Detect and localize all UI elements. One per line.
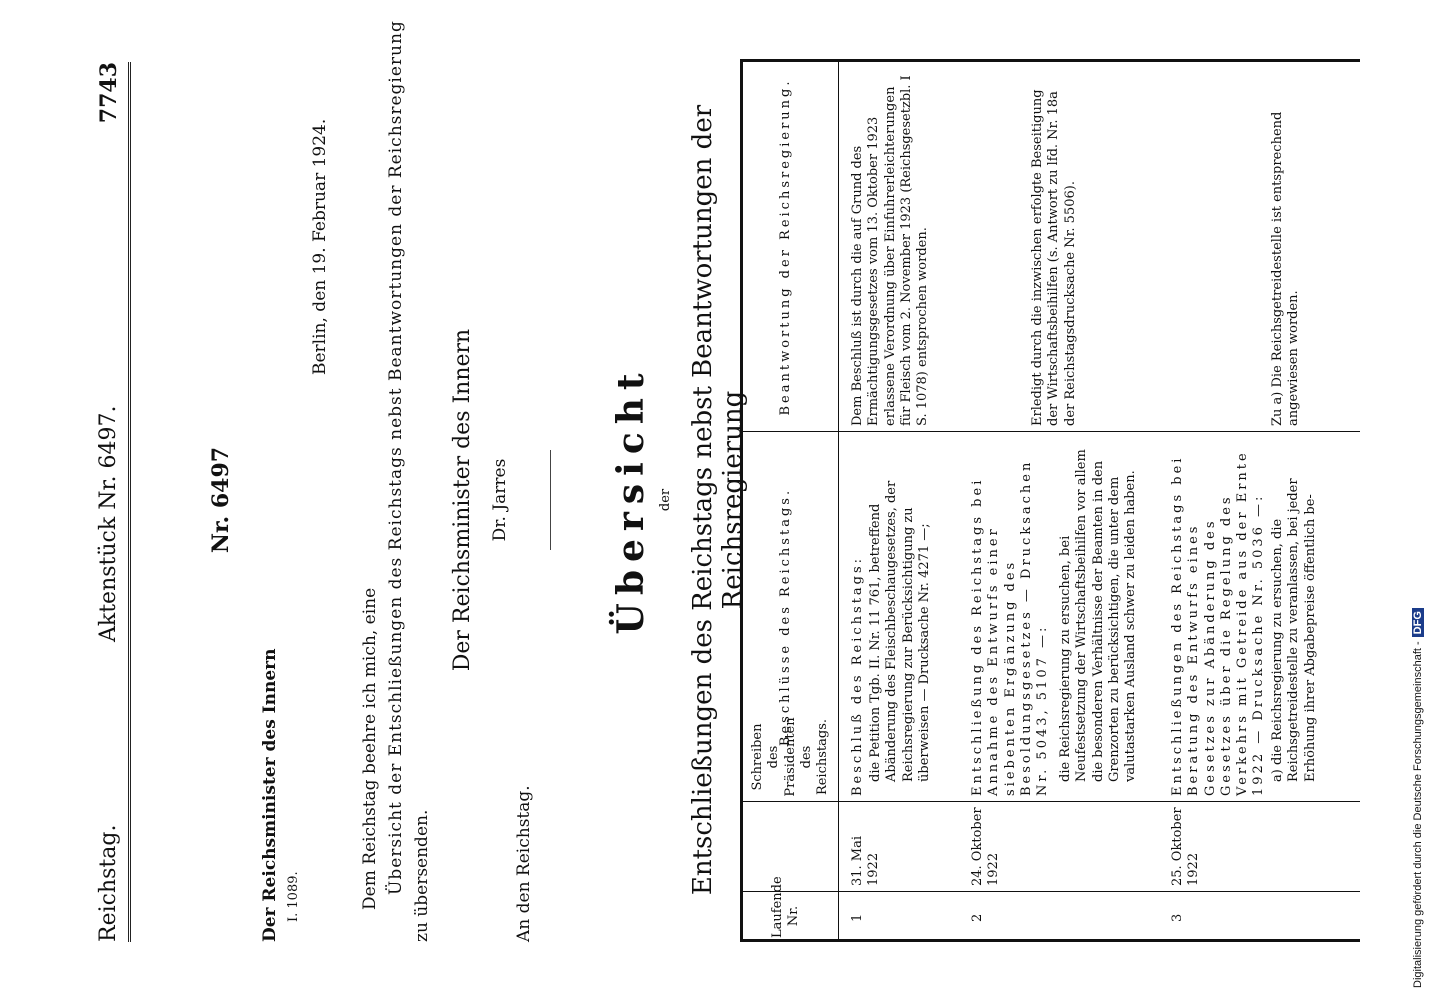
overview-connector: der <box>658 488 673 512</box>
letter-line-3: zu übersenden. <box>412 809 432 942</box>
letter-addressee: An den Reichstag. <box>514 785 534 942</box>
table-header-rule <box>838 62 839 942</box>
row-2-date: 24. Oktober 1922 <box>970 807 1002 886</box>
table-border-right <box>740 59 1360 62</box>
header-beschluesse: Beschlüsse des Reichstags. <box>778 487 793 747</box>
row-2-beschluss: die Reichsregierung zu ersuchen, bei Neufestsetzung der Wirtschaftsbeihilfen vor allem die besonderen Verhältnisse der Beamten in den Grenzorten zu berücksichtigen, die unter dem valutastarken Ausland schwer zu leiden haben. <box>1058 449 1138 782</box>
table-col-divider <box>740 431 1360 432</box>
letter-date: Berlin, den 19. Februar 1924. <box>310 118 330 375</box>
resolutions-table <box>740 62 1360 942</box>
header-left: Reichstag. <box>96 824 121 942</box>
document-number: Nr. 6497 <box>208 446 234 554</box>
dfg-logo: DFG <box>1412 608 1424 637</box>
table-border-top <box>740 62 743 942</box>
separator-rule <box>550 450 551 550</box>
letter-line-2: Übersicht der Entschließungen des Reichstags nebst Beantwortungen der Reichsregierung <box>386 20 406 895</box>
row-1-date: 31. Mai 1922 <box>850 835 882 886</box>
letter-signer-name: Dr. Jarres <box>490 458 510 542</box>
side-note-text-wrap <box>1412 12 1434 988</box>
header-schreiben: Schreiben des Präsidenten des Reichstags. <box>750 717 830 797</box>
letter-signer: Der Reichsminister des Innern <box>450 328 475 672</box>
table-col-divider <box>740 801 1360 802</box>
row-2-beschluss-head: Entschließung des Reichstags bei Annahme des Entwurfs einer siebenten Ergänzung des Besoldungsgesetzes — Drucksachen Nr. 5043, 5107 —: <box>970 459 1050 796</box>
row-3-beschluss-head: Entschließungen des Reichstags bei Beratung des Entwurfs eines Gesetzes zur Abänderung des Gesetzes über die Regelung des Verkehrs mit Getreide aus der Ernte 1922 — Drucksache Nr. 5036 —: <box>1170 450 1267 796</box>
letter-sender: Der Reichsminister des Innern <box>260 648 280 942</box>
header-beantwortung: Beantwortung der Reichsregierung. <box>778 78 793 416</box>
table-border-left <box>740 939 1360 942</box>
overview-title: Übersicht <box>610 365 652 635</box>
row-1-beschluss-head: Beschluß des Reichstags: <box>850 555 865 796</box>
row-3-nr: 3 <box>1170 913 1185 922</box>
header-center: Aktenstück Nr. 6497. <box>96 405 121 642</box>
letter-line-1: Dem Reichstag beehre ich mich, eine <box>360 587 380 910</box>
row-3-beschluss: a) die Reichsregierung zu ersuchen, die Reichsgetreidestelle zu veranlassen, bei jeder Erhöhung ihrer Abgabepreise öffentlich be- <box>1270 478 1318 782</box>
row-3-antwort: Zu a) Die Reichsgetreidestelle ist entsprechend angewiesen worden. <box>1270 111 1302 426</box>
header-rule <box>128 62 131 942</box>
digitization-note: Digitalisierung gefördert durch die Deutsche Forschungsgemeinschaft - <box>1412 641 1424 988</box>
page-number: 7743 <box>96 62 122 124</box>
row-3-date: 25. Oktober 1922 <box>1170 807 1202 886</box>
overview-subtitle: Entschließungen des Reichstags nebst Beantwortungen der Reichsregierung <box>688 104 748 896</box>
table-col-divider <box>740 891 1360 892</box>
row-1-antwort: Dem Beschluß ist durch die auf Grund des Ermächtigungsgesetzes vom 13. Oktober 1923 erlassene Verordnung über Einfuhrerleichterungen für Fleisch vom 2. November 1923 (Reichsgesetzbl. I S. 1078) entsprochen worden. <box>850 75 930 426</box>
letter-reference: I. 1089. <box>286 871 301 922</box>
side-note <box>1412 12 1434 988</box>
header-laufende-nr: Laufende Nr. <box>770 876 802 938</box>
row-1-nr: 1 <box>850 913 865 922</box>
row-2-antwort: Erledigt durch die inzwischen erfolgte Beseitigung der Wirtschaftsbeihilfen (s. Antwort zu lfd. Nr. 18a der Reichstagsdrucksache Nr. 5506). <box>1030 89 1078 426</box>
row-2-nr: 2 <box>970 913 985 922</box>
rotated-document <box>40 0 1410 1000</box>
row-1-beschluss: die Petition Tgb. II. Nr. 11 761, betreffend Abänderung des Fleischbeschaugesetzes, der Reichsregierung zur Berücksichtigung zu überweisen — Drucksache Nr. 4271 —; <box>868 480 932 782</box>
